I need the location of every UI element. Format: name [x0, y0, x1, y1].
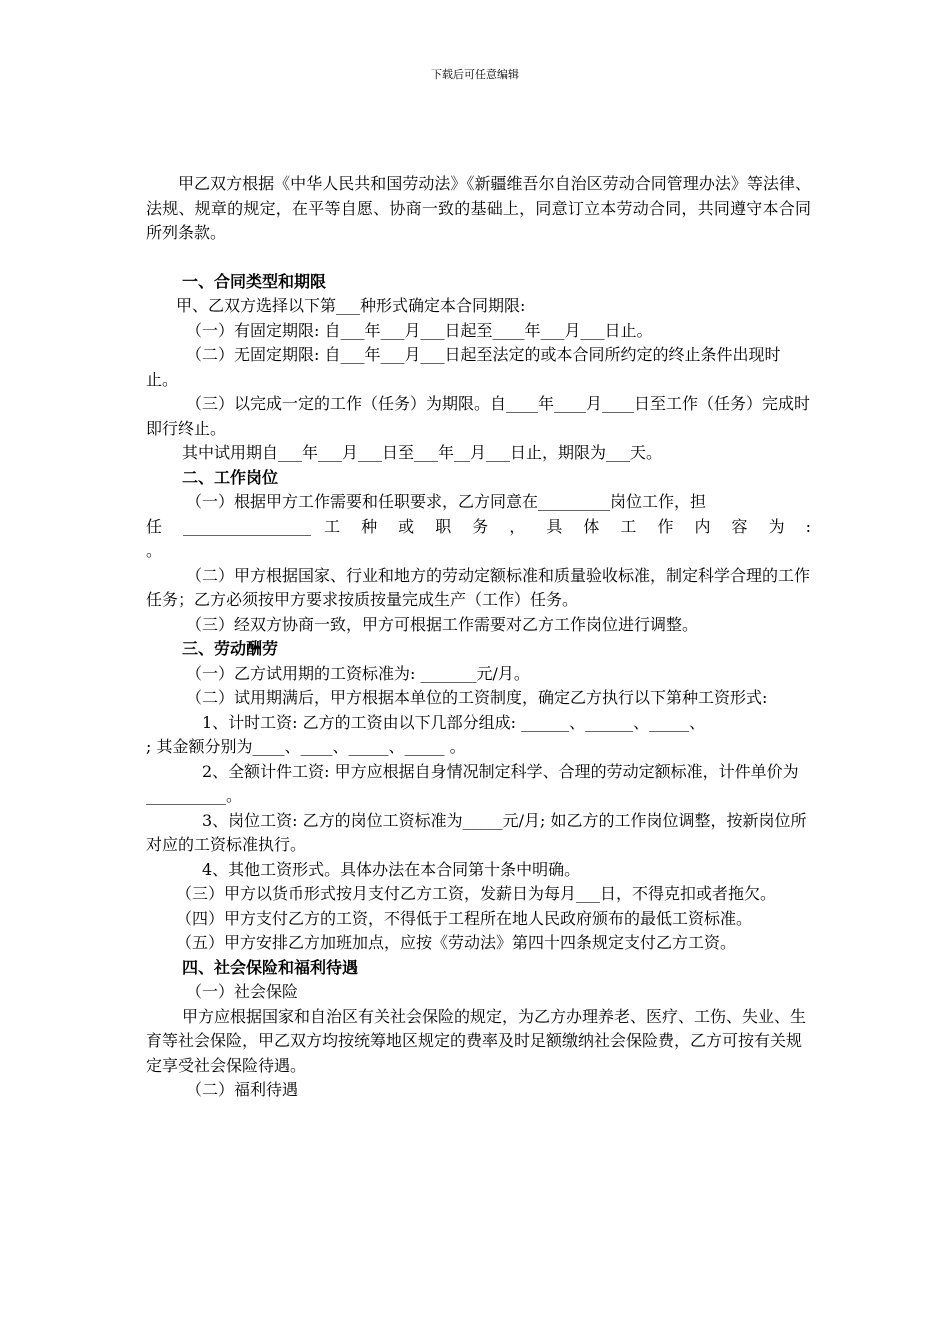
- s1-line-probation: 其中试用期自___年___月___日至___年__月___日止，期限为___天。: [182, 443, 663, 462]
- s4-sub-welfare: （二）福利待遇: [186, 1080, 299, 1099]
- section-2-heading: 二、工作岗位: [182, 467, 279, 487]
- s3-item-other: 4、其他工资形式。具体办法在本合同第十条中明确。: [202, 859, 581, 879]
- section-1-heading: 一、合同类型和期限: [182, 271, 327, 291]
- s3-item-post-wage: 3、岗位工资: 乙方的岗位工资标准为_____元/月; 如乙方的工作岗位调整，按新岗位所对应的工资标准执行。: [146, 810, 807, 854]
- section-4-heading: 四、社会保险和福利待遇: [182, 957, 359, 977]
- s2-line-quota: （二）甲方根据国家、行业和地方的劳动定额标准和质量验收标准，制定科学合理的工作任务；乙方必须按甲方要求按质按量完成生产（工作）任务。: [146, 565, 811, 609]
- s4-sub-social-insurance: （一）社会保险: [186, 982, 299, 1001]
- s2-line-post-a: （一）根据甲方工作需要和任职要求，乙方同意在_________岗位工作，担: [186, 492, 707, 511]
- s1-line-open-term: （二）无固定期限: 自___年___月___日起至法定的或本合同所约定的终止条件出现时止。: [146, 345, 781, 389]
- s3-line-overtime: （五）甲方安排乙方加班加点，应按《劳动法》第四十四条规定支付乙方工资。: [176, 933, 737, 952]
- s3-item-piece: 2、全额计件工资: 甲方应根据自身情况制定科学、合理的劳动定额标准，计件单价为__________。: [146, 761, 799, 805]
- page-header-note: 下载后可任意编辑: [431, 68, 519, 81]
- s4-para-social-insurance: 甲方应根据国家和自治区有关社会保险的规定，为乙方办理养老、医疗、工伤、失业、生育等社会保险，甲乙双方均按统筹地区规定的费率及时足额缴纳社会保险费，乙方可按有关规定享受社会保险待遇。: [146, 1006, 807, 1075]
- s1-line-task-term: （三）以完成一定的工作（任务）为期限。自____年____月____日至工作（任务）完成时即行终止。: [146, 394, 811, 438]
- s3-line-payday: （三）甲方以货币形式按月支付乙方工资，发薪日为每月___日，不得克扣或者拖欠。: [176, 884, 777, 903]
- s3-item-hourly-b: ; 其金额分别为____、____、_____、_____ 。: [146, 737, 466, 756]
- s2-line-post-b: 任 ________________ 工 种 或 职 务 ， 具 体 工 作 内 容 为 :: [146, 516, 811, 536]
- s3-line-wage-form: （二）试用期满后，甲方根据本单位的工资制度，确定乙方执行以下第种工资形式:: [186, 688, 768, 707]
- s3-line-minimum-wage: （四）甲方支付乙方的工资，不得低于工程所在地人民政府颁布的最低工资标准。: [176, 908, 753, 928]
- intro-paragraph: 甲乙双方根据《中华人民共和国劳动法》《新疆维吾尔自治区劳动合同管理办法》等法律、法规、规章的规定，在平等自愿、协商一致的基础上，同意订立本劳动合同，共同遵守本合同所列条款。: [146, 174, 811, 242]
- s1-line-fixed-term: （一）有固定期限: 自___年___月___日起至____年___月___日止。: [186, 320, 653, 340]
- s2-line-post-c: 。: [146, 541, 163, 560]
- s2-line-adjust: （三）经双方协商一致，甲方可根据工作需要对乙方工作岗位进行调整。: [186, 614, 699, 634]
- s3-line-probation-wage: （一）乙方试用期的工资标准为: _______元/月。: [186, 663, 530, 683]
- section-3-heading: 三、劳动酬劳: [182, 639, 279, 658]
- s3-item-hourly-a: 1、计时工资: 乙方的工资由以下几部分组成: ______、______、_____、: [202, 712, 706, 732]
- s1-line-choice: 甲、乙双方选择以下第___种形式确定本合同期限:: [176, 296, 526, 315]
- contract-body: [146, 172, 811, 1103]
